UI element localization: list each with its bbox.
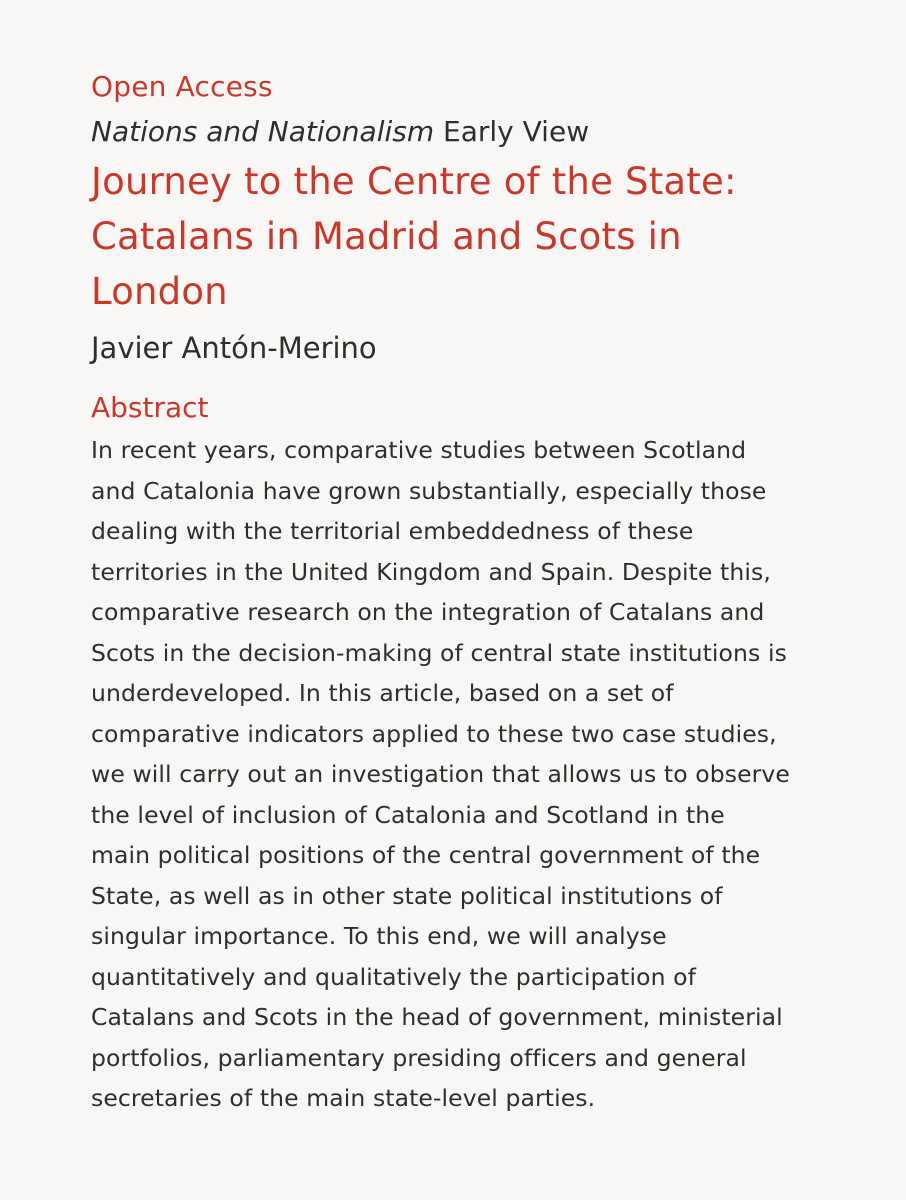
article-title: [91, 154, 831, 319]
abstract-line: and Catalonia have grown substantially, especially those: [91, 476, 767, 505]
abstract-line: Catalans and Scots in the head of government, ministerial: [91, 1003, 783, 1031]
abstract-line: the level of inclusion of Catalonia and Scotland in the: [91, 800, 725, 829]
abstract-line: singular importance. To this end, we will analyse: [91, 922, 667, 950]
abstract-line: State, as well as in other state political institutions of: [91, 881, 723, 910]
abstract-line: In recent years, comparative studies between Scotland: [91, 436, 747, 464]
abstract-heading: Abstract: [91, 391, 209, 424]
journal-name: Nations and Nationalism: [91, 115, 435, 148]
title-line: Journey to the Centre of the State:: [91, 160, 737, 203]
abstract-line: we will carry out an investigation that allows us to observe: [91, 760, 790, 788]
abstract-text: [91, 430, 831, 1119]
abstract-line: Scots in the decision-making of central state institutions is: [91, 638, 787, 667]
journal-line: [91, 111, 831, 153]
article-content: [91, 66, 831, 1119]
abstract-line: quantitatively and qualitatively the participation of: [91, 962, 697, 991]
abstract-line: portfolios, parliamentary presiding officers and general: [91, 1043, 747, 1072]
author-name: Javier Antón-Merino: [91, 331, 377, 365]
open-access-label: Open Access: [91, 70, 273, 103]
abstract-line: secretaries of the main state-level parties.: [91, 1084, 596, 1112]
abstract-line: territories in the United Kingdom and Spain. Despite this,: [91, 557, 771, 586]
abstract-line: dealing with the territorial embeddedness of these: [91, 517, 694, 545]
abstract-line: main political positions of the central government of the: [91, 841, 761, 869]
abstract-line: comparative research on the integration of Catalans and: [91, 598, 765, 626]
journal-status: Early View: [443, 115, 590, 148]
title-line: Catalans in Madrid and Scots in: [91, 215, 682, 258]
abstract-line: comparative indicators applied to these two case studies,: [91, 719, 777, 748]
title-line: London: [91, 270, 228, 313]
abstract-line: underdeveloped. In this article, based on a set of: [91, 679, 674, 707]
